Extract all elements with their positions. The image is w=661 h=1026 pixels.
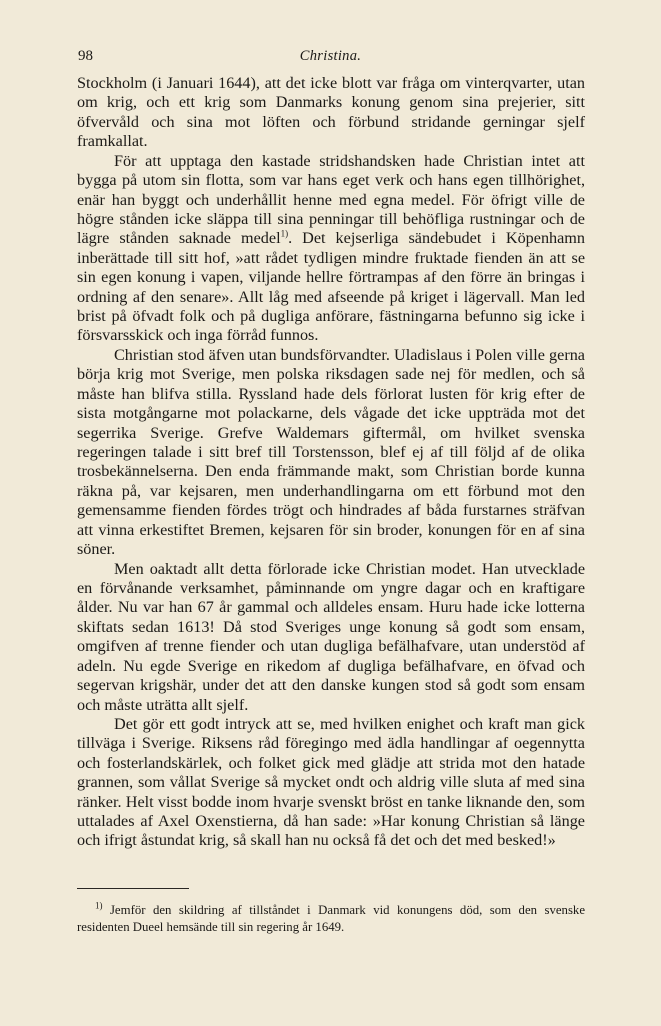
running-head (78, 48, 583, 68)
paragraph-3: Christian stod äfven utan bundsförvandter. Uladislaus i Polen ville gerna börja krig mot Sverige, men polska riksdagen sade nej för medlen, och så måste han blifva stilla. Ryssland hade dels förlorat lusten för krig efter de sista motgångarne mot polackarne, dels vågade det icke uppträda mot det segerrika Sverige. Grefve Waldemars giftermål, om hvilket svenska regeringen talade i sitt bref till Torstensson, blef ej af till följd af de olika trosbekännelserna. Den enda främmande makt, som Christian borde kunna räkna på, var kejsaren, men underhandlingarna om ett förbund mot den gemensamme fienden fördes trögt och hindrades af båda furstarnes sträfvan att vinna erkestiftet Bremen, kejsaren för sin broder, konungen för en af sina söner. (77, 345, 585, 559)
running-title: Christina. (299, 48, 362, 64)
paragraph-5: Det gör ett godt intryck att se, med hvilken enighet och kraft man gick tillväga i Sverige. Riksens råd föregingo med ädla handlingar af oegennytta och fosterlandskärlek, och folket gick med glädje att strida mot den hatade grannen, som vållat Sverige så mycket ondt och aldrig ville sluta af med sina ränker. Helt visst bodde inom hvarje svenskt bröst en tanke liknande den, som uttalades af Axel Oxenstierna, då han sade: »Har konung Christian så länge och ifrigt åstundat krig, så skall han nu också få det och det med besked!» (77, 714, 585, 850)
paragraph-2-text: För att upptaga den kastade stridshandsken hade Christian intet att bygga på utom sin flotta, som var hans eget verk och hans egen tillhörighet, enär han byggt och underhållit henne med egna medel. För öfrigt ville de högre stånden icke släppa till sina penningar till behöfliga rustningar och de lägre stånden saknade medel (77, 151, 585, 248)
footnote-reference[interactable]: 1) (280, 228, 289, 239)
paragraph-2-continuation: . Det kejserliga sändebudet i Köpenhamn inberättade till sitt hof, »att rådet tydligen mindre fruktade fienden än att se sin egen konung i vapen, viljande hellre förtrampas af den förre än bringas i ordning af den senare». Allt låg med afseende på kriget i lägervall. Man led brist på öfvadt folk och på dugliga anförare, fästningarna befunno sig icke i försvarsskick och inga förråd funnos. (77, 229, 585, 345)
paragraph-2 (77, 152, 585, 346)
footnote-divider (77, 888, 189, 889)
footnote-marker: 1) (95, 900, 103, 911)
footnote (77, 902, 585, 936)
paragraph-4: Men oaktadt allt detta förlorade icke Christian modet. Han utvecklade en förvånande verksamhet, påminnande om yngre dagar och en kraftigare ålder. Nu var han 67 år gammal och alldeles ensam. Huru hade icke lotterna skiftats sedan 1613! Då stod Sveriges unge konung så godt som ensam, omgifven af trenne fiender och utan dugliga befälhafvare, utan understöd af adeln. Nu egde Sverige en rikedom af dugliga befälhafvare, en öfvad och segervan krigshär, under det att den danske kungen stod så godt som ensam och måste uträtta allt sjelf. (77, 559, 585, 714)
paragraph-1: Stockholm (i Januari 1644), att det icke blott var fråga om vinterqvarter, utan om krig, och ett krig som Danmarks konung genom sina prejerier, sitt öfvervåld och sina mot löften och förbund stridande gerningar sjelf framkallat. (77, 74, 585, 151)
footnote-text: Jemför den skildring af tillståndet i Danmark vid konungens död, som den svenske residenten Dueel hemsände till sin regering år 1649. (77, 903, 585, 934)
body-text (77, 74, 585, 851)
page-number: 98 (78, 48, 93, 64)
